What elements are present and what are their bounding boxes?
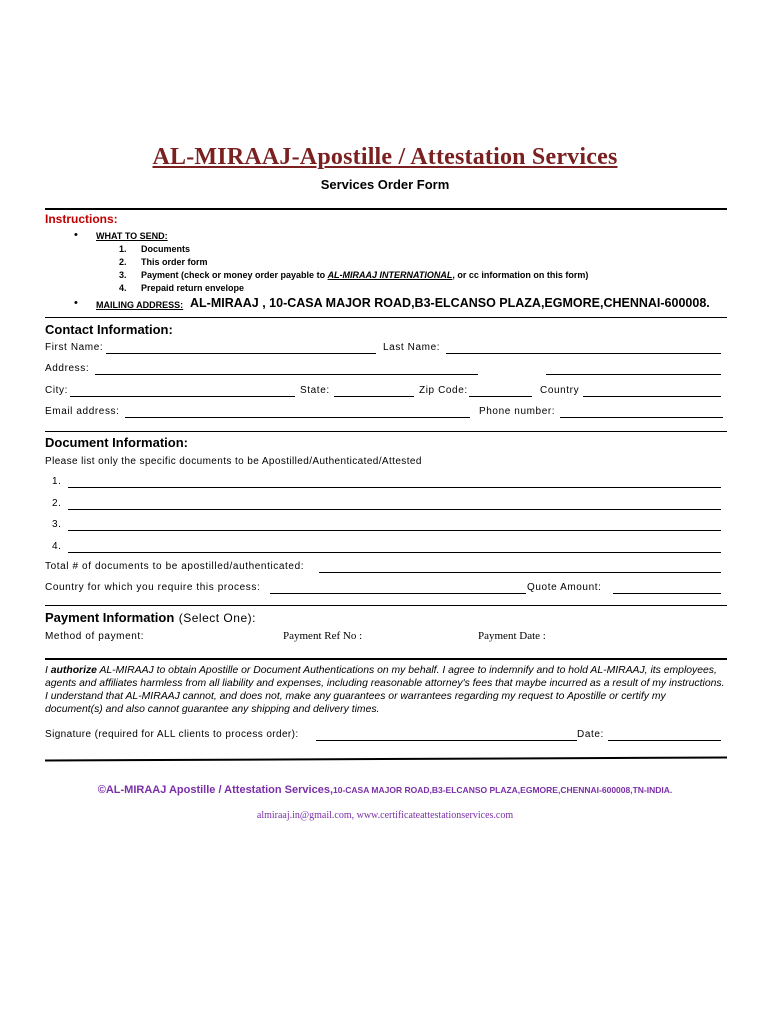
bullet-icon: • (74, 297, 78, 309)
document-row-number: 1. (52, 476, 62, 487)
payment-ref-label: Payment Ref No : (283, 630, 363, 642)
last-name-label: Last Name: (383, 342, 441, 353)
form-title: AL-MIRAAJ-Apostille / Attestation Services (152, 144, 618, 170)
country-label: Country (540, 385, 580, 396)
city-label: City: (45, 385, 68, 396)
state-field[interactable] (334, 396, 414, 397)
signature-field[interactable] (316, 740, 577, 741)
email-label: Email address: (45, 406, 120, 417)
what-to-send-label: WHAT TO SEND: (96, 231, 168, 241)
total-documents-label: Total # of documents to be apostilled/authenticated: (45, 561, 305, 572)
phone-field[interactable] (560, 417, 723, 418)
payment-heading-text: Payment Information (45, 610, 175, 625)
footer-divider (45, 757, 727, 762)
payment-method-label: Method of payment: (45, 631, 145, 642)
contact-heading: Contact Information: (45, 322, 173, 337)
list-item-documents: Documents (141, 244, 191, 254)
section-divider (45, 431, 727, 432)
document-row-number: 3. (52, 519, 62, 530)
address-field[interactable] (95, 374, 478, 375)
payment-text-before: Payment (check or money order payable to (141, 270, 328, 280)
signature-date-label: Date: (577, 729, 604, 740)
list-item-payment (141, 270, 588, 280)
country-process-label: Country for which you require this process: (45, 582, 261, 593)
payee-name: AL-MIRAAJ INTERNATIONAL (327, 270, 453, 280)
address-field-2[interactable] (546, 374, 721, 375)
list-item-number: 2. (119, 257, 127, 267)
header-divider (45, 208, 727, 210)
section-divider (45, 317, 727, 318)
document-field-4[interactable] (68, 552, 721, 553)
first-name-field[interactable] (106, 353, 376, 354)
documents-heading: Document Information: (45, 435, 188, 450)
form-subtitle: Services Order Form (320, 177, 450, 192)
mailing-address-label: MAILING ADDRESS: (96, 300, 184, 310)
country-process-field[interactable] (270, 593, 526, 594)
signature-date-field[interactable] (608, 740, 721, 741)
document-field-2[interactable] (68, 509, 721, 510)
email-field[interactable] (125, 417, 470, 418)
footer-address: 10-CASA MAJOR ROAD,B3-ELCANSO PLAZA,EGMORE,CHENNAI-600008,TN-INDIA. (333, 785, 673, 795)
list-item-envelope: Prepaid return envelope (141, 283, 245, 293)
city-field[interactable] (70, 396, 295, 397)
document-row-number: 4. (52, 541, 62, 552)
section-divider (45, 605, 727, 606)
section-divider (45, 658, 727, 660)
address-label: Address: (45, 363, 90, 374)
list-item-number: 1. (119, 244, 127, 254)
instructions-heading: Instructions: (45, 212, 118, 226)
footer-contact: almiraaj.in@gmail.com, www.certificateattestationservices.com (256, 810, 514, 821)
footer-line (0, 784, 770, 796)
quote-amount-field[interactable] (613, 593, 721, 594)
footer-brand: ©AL-MIRAAJ Apostille / Attestation Services, (97, 784, 333, 796)
zip-field[interactable] (469, 396, 532, 397)
list-item-number: 3. (119, 270, 127, 280)
phone-label: Phone number: (479, 406, 556, 417)
authorization-prefix: I (45, 665, 51, 676)
documents-instruction: Please list only the specific documents to be Apostilled/Authenticated/Attested (45, 456, 422, 467)
list-item-number: 4. (119, 283, 127, 293)
bullet-icon: • (74, 229, 78, 241)
payment-date-label: Payment Date : (478, 630, 546, 642)
payment-text-after: , or cc information on this form) (452, 270, 589, 280)
last-name-field[interactable] (446, 353, 721, 354)
state-label: State: (300, 385, 330, 396)
quote-amount-label: Quote Amount: (527, 582, 602, 593)
document-field-1[interactable] (68, 487, 721, 488)
payment-heading (45, 609, 256, 627)
zip-label: Zip Code: (419, 385, 468, 396)
list-item-order-form: This order form (141, 257, 208, 267)
country-field[interactable] (583, 396, 721, 397)
authorization-bold: authorize (50, 665, 97, 676)
authorization-text: AL-MIRAAJ to obtain Apostille or Document Authentications on my behalf. I agree to indemnify and to hold AL-MIRAAJ, its employees, agents and affiliates harmless from all liability and expenses, including reasonable attorney's fees that maybe incurred as a result of my instructions. I understand that AL-MIRAAJ cannot, and does not, make any guarantees or warrantees regarding my request to Apostille or certify my document(s) and also cannot guarantee any shipping and delivery times. (45, 665, 725, 715)
signature-label: Signature (required for ALL clients to process order): (45, 729, 299, 740)
document-row-number: 2. (52, 498, 62, 509)
mailing-address-value: AL-MIRAAJ , 10-CASA MAJOR ROAD,B3-ELCANSO PLAZA,EGMORE,CHENNAI-600008. (190, 296, 710, 310)
payment-heading-suffix: (Select One): (178, 611, 256, 625)
document-field-3[interactable] (68, 530, 721, 531)
authorization-paragraph (45, 664, 725, 716)
first-name-label: First Name: (45, 342, 104, 353)
total-documents-field[interactable] (319, 572, 721, 573)
